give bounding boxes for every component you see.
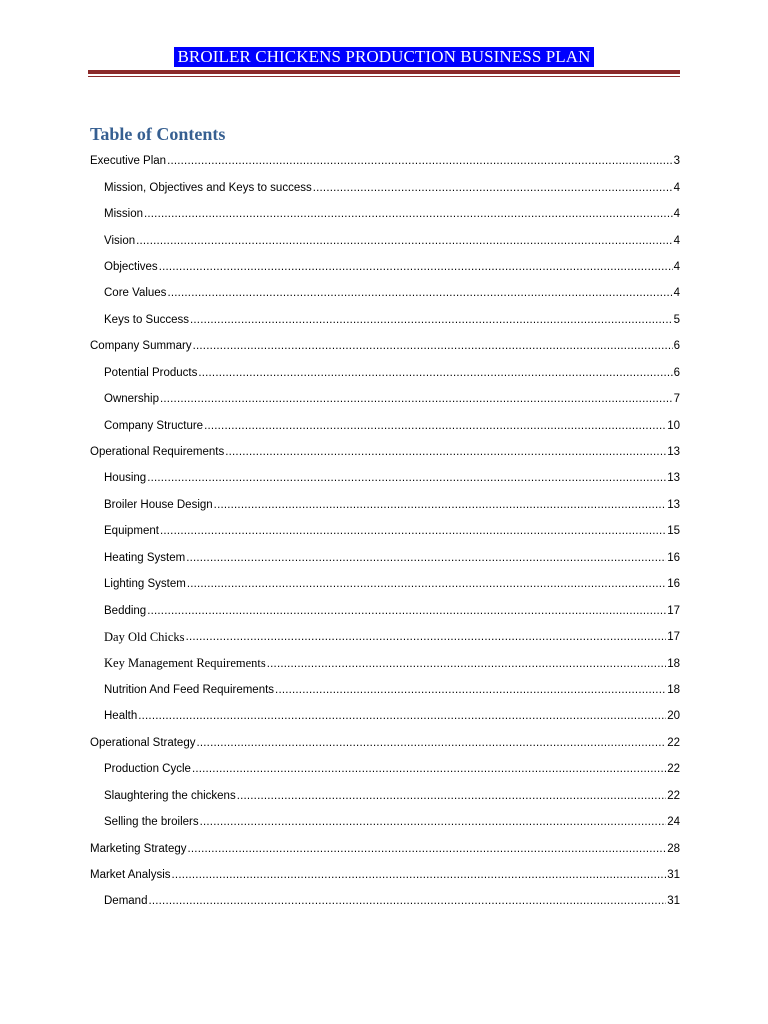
toc-entry-title: Market Analysis [90,869,171,882]
toc-entry-page: 31 [667,869,680,882]
toc-entry-title: Day Old Chicks [104,629,185,644]
toc-entry-page: 28 [667,842,680,855]
toc-entry-page: 22 [667,736,680,749]
toc-dot-leader [214,499,667,511]
toc-entry-title: Operational Requirements [90,446,225,459]
toc-dot-leader [160,525,666,537]
toc-entry[interactable] [90,862,680,888]
toc-entry-page: 31 [667,895,680,908]
toc-entry-title: Equipment [104,525,159,538]
toc-entry[interactable] [90,148,680,174]
toc-entry-page: 3 [673,155,680,168]
toc-entry[interactable] [90,386,680,412]
toc-entry[interactable] [90,809,680,835]
toc-entry-title: Demand [104,895,148,908]
toc-entry-page: 15 [667,525,680,538]
toc-dot-leader [148,895,666,907]
toc-dot-leader [167,287,672,299]
toc-entry-title: Company Summary [90,340,192,353]
toc-entry-title: Selling the broilers [104,816,199,829]
toc-entry-title: Housing [104,472,147,485]
toc-entry-page: 22 [667,789,680,802]
toc-entry-title: Mission, Objectives and Keys to success [104,181,312,194]
toc-entry-title: Keys to Success [104,313,190,326]
toc-entry-title: Nutrition And Feed Requirements [104,683,275,696]
toc-entry[interactable] [90,571,680,597]
toc-dot-leader [192,763,666,775]
toc-entry-title: Health [104,710,138,723]
toc-entry-title: Vision [104,234,136,247]
toc-entry[interactable] [90,624,680,650]
toc-entry[interactable] [90,465,680,491]
toc-entry-page: 7 [673,393,680,406]
toc-dot-leader [204,420,666,432]
toc-entry[interactable] [90,439,680,465]
toc-entry-page: 13 [667,498,680,511]
toc-entry-title: Lighting System [104,578,186,591]
toc-entry-page: 20 [667,710,680,723]
toc-dot-leader [186,631,667,643]
toc-entry[interactable] [90,201,680,227]
toc-entry[interactable] [90,545,680,571]
toc-dot-leader [200,816,667,828]
toc-entry-page: 4 [673,208,680,221]
toc-entry[interactable] [90,333,680,359]
toc-entry[interactable] [90,492,680,518]
toc-list [90,148,680,915]
toc-entry-title: Broiler House Design [104,498,213,511]
toc-entry[interactable] [90,650,680,676]
toc-entry[interactable] [90,835,680,861]
toc-dot-leader [159,261,673,273]
toc-dot-leader [144,208,673,220]
toc-dot-leader [167,155,673,167]
toc-entry[interactable] [90,518,680,544]
toc-entry-title: Key Management Requirements [104,656,266,671]
toc-entry[interactable] [90,307,680,333]
toc-entry[interactable] [90,756,680,782]
toc-dot-leader [313,182,673,194]
toc-entry-page: 5 [673,313,680,326]
toc-entry-page: 6 [673,340,680,353]
toc-entry-page: 6 [673,366,680,379]
toc-dot-leader [267,658,666,670]
header-rule-thin [88,76,680,77]
toc-dot-leader [237,790,667,802]
toc-entry[interactable] [90,677,680,703]
toc-entry-title: Bedding [104,604,147,617]
toc-entry[interactable] [90,174,680,200]
toc-entry-title: Potential Products [104,366,198,379]
toc-entry-title: Ownership [104,393,159,406]
toc-dot-leader [186,552,666,564]
toc-dot-leader [187,578,666,590]
toc-entry-title: Core Values [104,287,167,300]
toc-dot-leader [198,367,672,379]
toc-dot-leader [147,605,666,617]
document-header [0,47,768,67]
toc-entry[interactable] [90,730,680,756]
toc-entry-title: Mission [104,208,143,221]
toc-entry-title: Company Structure [104,419,204,432]
toc-entry[interactable] [90,227,680,253]
toc-entry-title: Operational Strategy [90,736,196,749]
toc-entry-page: 13 [667,472,680,485]
toc-entry[interactable] [90,703,680,729]
toc-entry-title: Objectives [104,260,158,273]
toc-entry-page: 10 [667,419,680,432]
toc-entry-title: Executive Plan [90,155,167,168]
toc-entry-title: Heating System [104,551,186,564]
toc-dot-leader [160,393,673,405]
toc-entry-page: 4 [673,181,680,194]
toc-dot-leader [196,737,666,749]
toc-entry-page: 13 [667,446,680,459]
toc-entry[interactable] [90,360,680,386]
toc-entry-page: 18 [667,657,680,670]
toc-entry-page: 16 [667,551,680,564]
toc-entry[interactable] [90,783,680,809]
toc-dot-leader [275,684,666,696]
toc-dot-leader [147,472,666,484]
document-title: BROILER CHICKENS PRODUCTION BUSINESS PLAN [174,47,593,67]
toc-dot-leader [190,314,673,326]
header-rule-thick [88,70,680,74]
toc-entry-page: 17 [667,631,680,644]
toc-entry-title: Slaughtering the chickens [104,789,236,802]
toc-dot-leader [188,843,667,855]
toc-dot-leader [138,710,666,722]
toc-heading: Table of Contents [90,124,226,144]
toc-entry[interactable] [90,597,680,623]
toc-entry-title: Production Cycle [104,763,191,776]
toc-entry-title: Marketing Strategy [90,842,187,855]
toc-entry-page: 22 [667,763,680,776]
toc-entry[interactable] [90,254,680,280]
toc-entry[interactable] [90,888,680,914]
toc-dot-leader [225,446,666,458]
toc-entry-page: 4 [673,260,680,273]
toc-entry-page: 4 [673,287,680,300]
toc-entry-page: 18 [667,683,680,696]
toc-dot-leader [193,340,673,352]
toc-dot-leader [172,869,667,881]
toc-entry-page: 24 [667,816,680,829]
toc-entry[interactable] [90,280,680,306]
toc-entry-page: 16 [667,578,680,591]
toc-dot-leader [136,235,672,247]
toc-entry-page: 17 [667,604,680,617]
toc-entry[interactable] [90,412,680,438]
toc-entry-page: 4 [673,234,680,247]
